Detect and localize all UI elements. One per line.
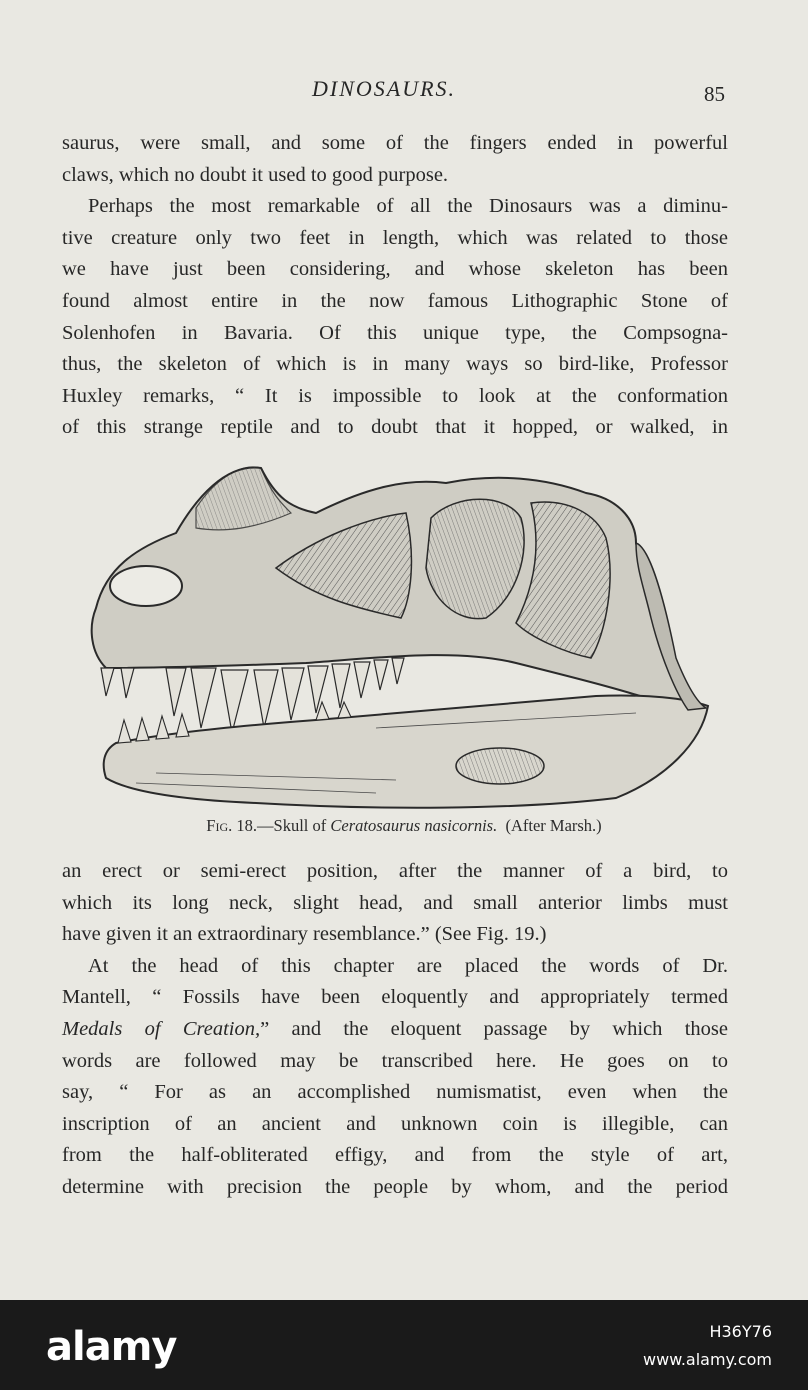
text-block-top (62, 128, 728, 444)
text-line: inscription of an ancient and unknown coin is illegible, can (62, 1112, 728, 1135)
text-line: Mantell, “ Fossils have been eloquently and appropriately termed (62, 986, 728, 1009)
text-line: we have just been considering, and whose skeleton has been (62, 258, 728, 281)
text-fragment: ” and the eloquent passage by which those (260, 1017, 728, 1040)
brand-logo: alamy (46, 1324, 177, 1370)
skull-figure (76, 458, 716, 814)
caption-source: (After Marsh.) (497, 816, 602, 835)
text-line: of this strange reptile and to doubt that it hopped, or walked, in (62, 416, 728, 439)
text-line: from the half-obliterated effigy, and from the style of art, (62, 1144, 728, 1167)
text-line: determine with precision the people by whom, and the period (62, 1175, 728, 1198)
text-line: found almost entire in the now famous Lithographic Stone of (62, 289, 728, 312)
nostril (110, 566, 182, 606)
paragraph (62, 951, 728, 1204)
text-line: claws, which no doubt it used to good purpose. (62, 163, 449, 186)
text-line: say, “ For as an accomplished numismatist, even when the (62, 1081, 728, 1104)
paragraph (62, 191, 728, 444)
caption-species: Ceratosaurus nasicornis. (330, 816, 498, 835)
skull-illustration (76, 458, 716, 814)
text-line: words are followed may be transcribed here. He goes on to (62, 1049, 728, 1072)
italic-phrase: Medals of Creation, (62, 1017, 261, 1040)
page-number: 85 (704, 82, 725, 106)
site-url: www.alamy.com (643, 1350, 772, 1369)
text-line: an erect or semi-erect position, after the manner of a bird, to (62, 860, 728, 882)
mandibular-fenestra (456, 748, 544, 784)
running-head (0, 76, 808, 110)
text-line: Perhaps the most remarkable of all the Dinosaurs was a diminu- (88, 195, 728, 218)
figure-caption (0, 816, 808, 836)
text-line: thus, the skeleton of which is in many ways so bird-like, Professor (62, 353, 728, 376)
text-line: saurus, were small, and some of the fingers ended in powerful (62, 132, 728, 154)
text-line: At the head of this chapter are placed the words of Dr. (88, 954, 728, 977)
text-line (62, 1014, 728, 1046)
watermark-footer (0, 1300, 808, 1390)
text-line: tive creature only two feet in length, which was related to those (62, 226, 728, 249)
paragraph (62, 856, 728, 951)
figure-label: Fig. 18. (206, 816, 258, 835)
paragraph (62, 128, 728, 191)
text-line: Huxley remarks, “ It is impossible to look at the conformation (62, 384, 728, 407)
image-id: H36Y76 (709, 1322, 772, 1341)
running-head-title: DINOSAURS. (312, 76, 457, 101)
lower-jaw (104, 695, 708, 807)
text-line: which its long neck, slight head, and small anterior limbs must (62, 891, 728, 914)
text-line: have given it an extraordinary resemblance.” (See Fig. 19.) (62, 923, 547, 946)
text-block-bottom (62, 856, 728, 1204)
text-line: Solenhofen in Bavaria. Of this unique type, the Compsogna- (62, 321, 728, 344)
caption-text: —Skull of (257, 816, 331, 835)
